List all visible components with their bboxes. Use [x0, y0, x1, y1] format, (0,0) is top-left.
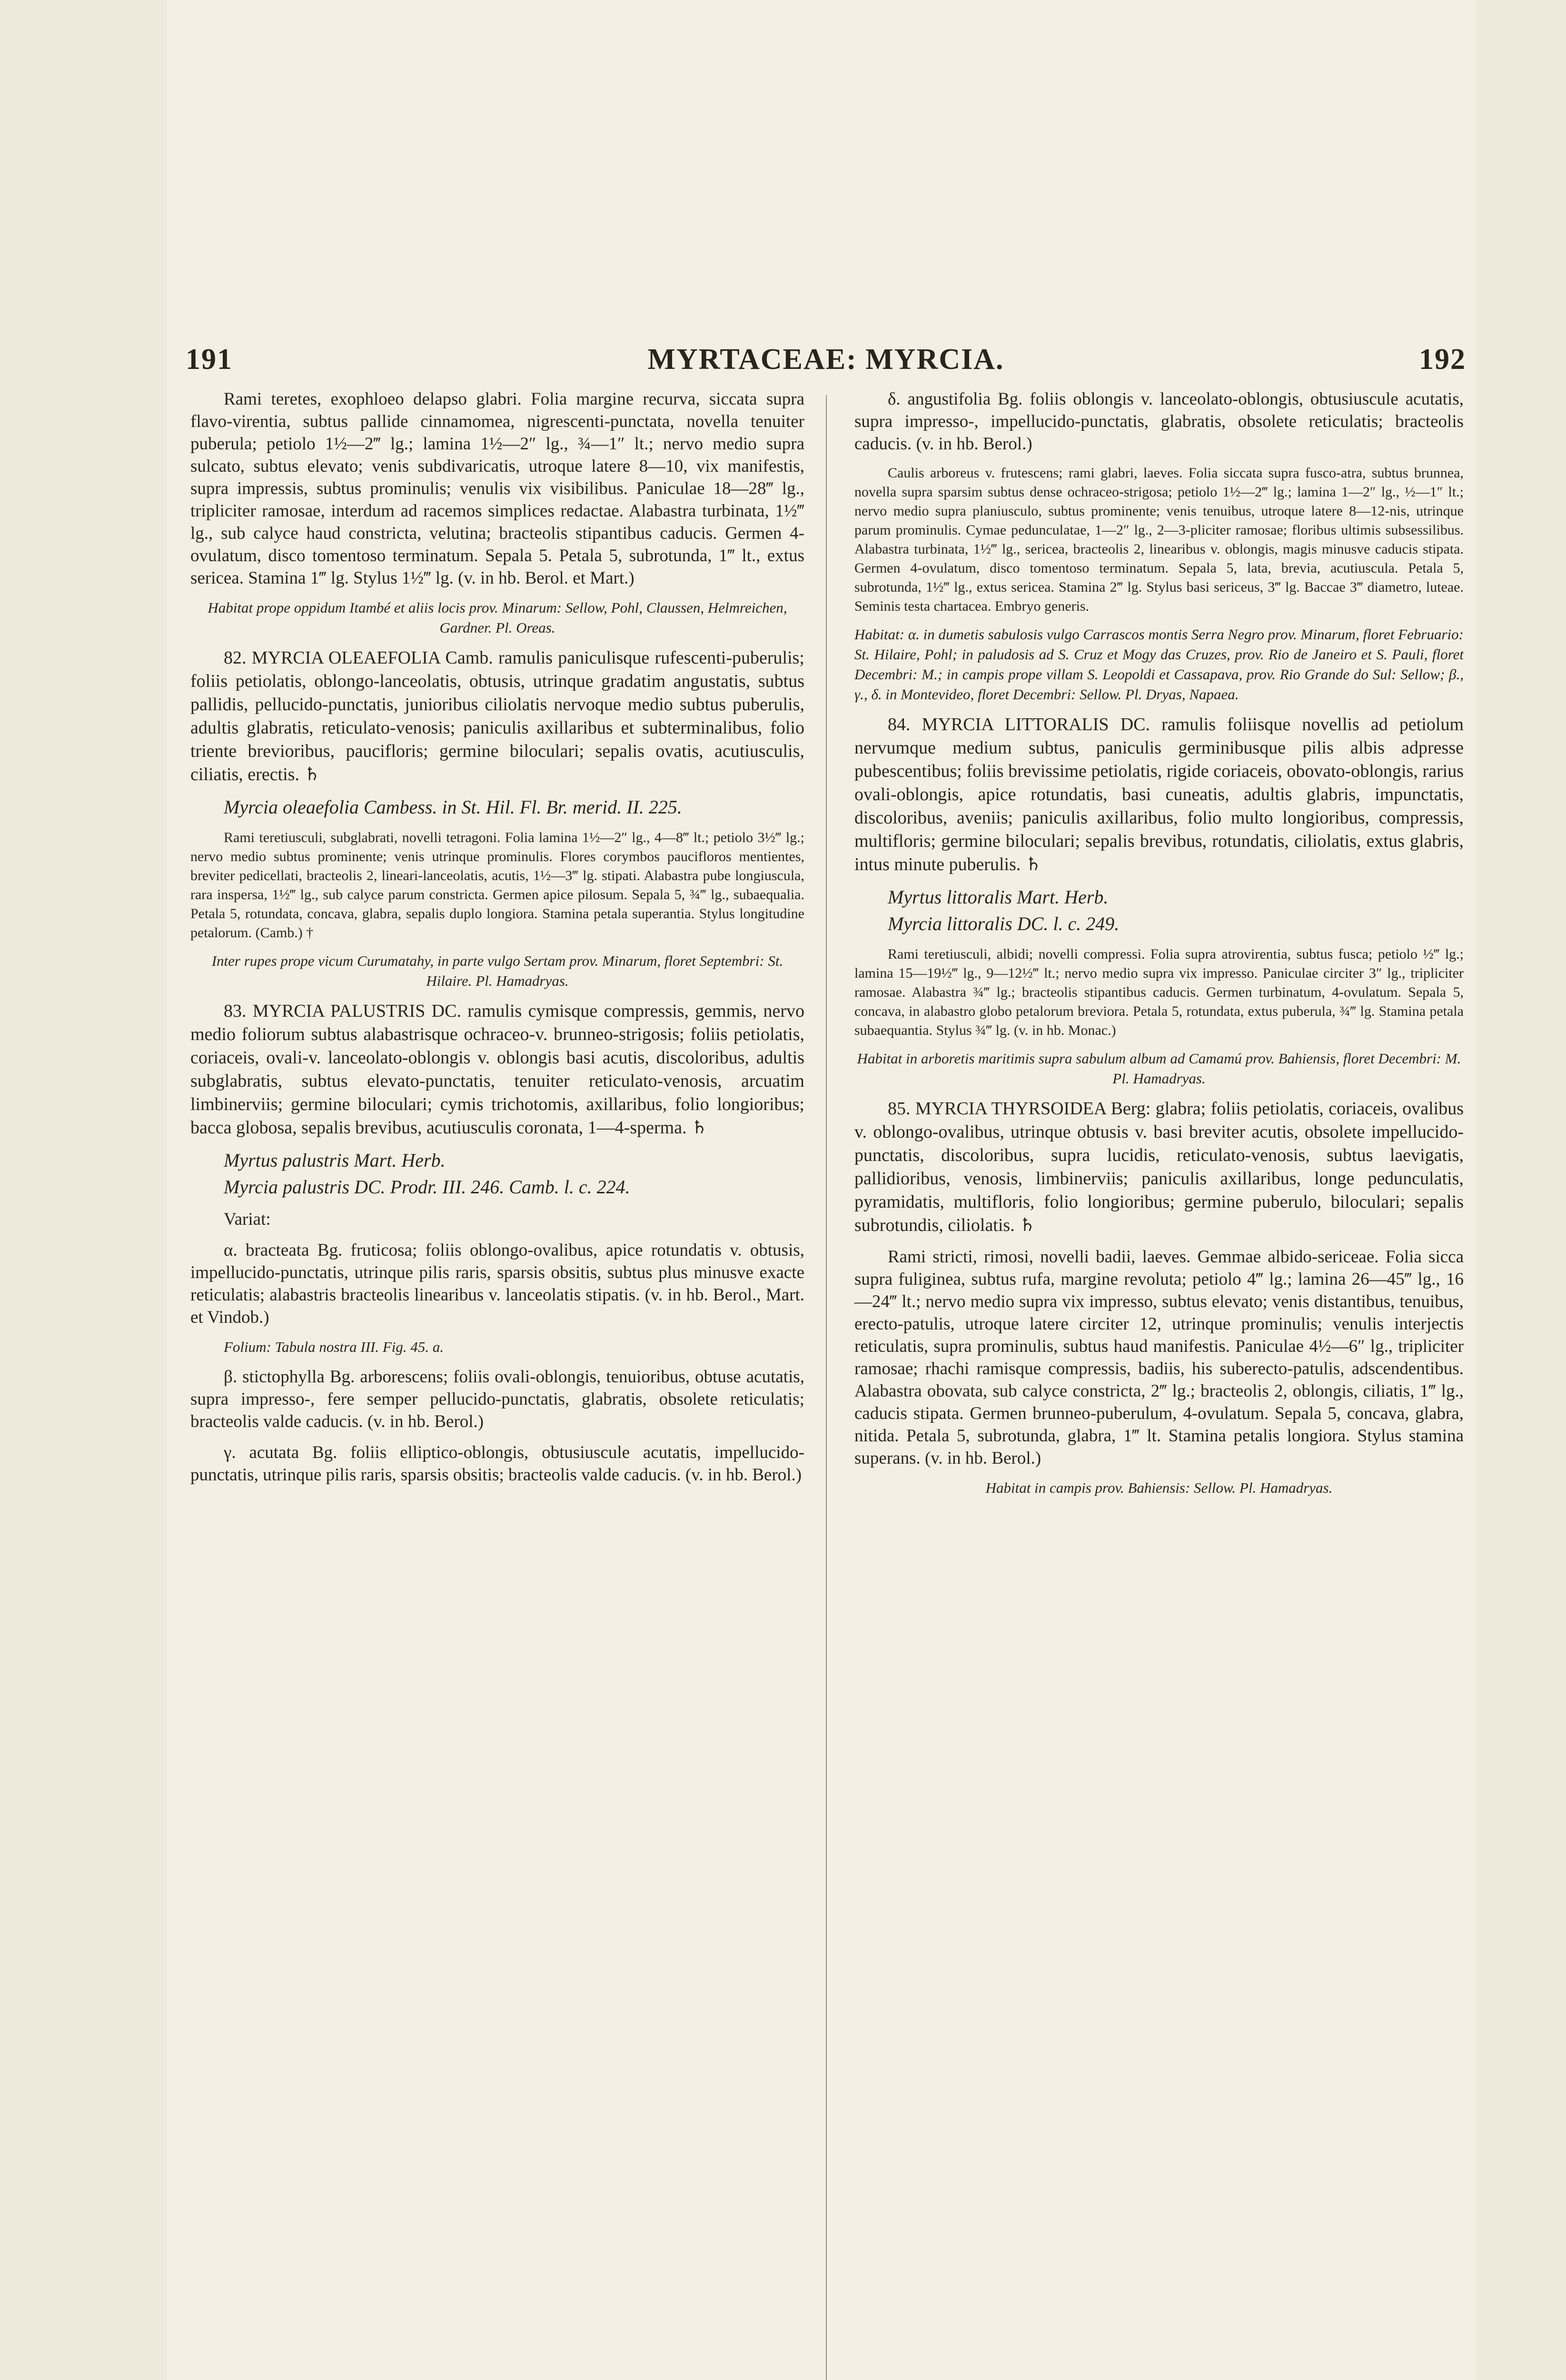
species-83-diagnosis: 83. MYRCIA PALUSTRIS DC. ramulis cymisque compressis, gemmis, nervo medio foliorum subtus alabastrisque ochraceo-v. brunneo-strigosis; foliis petiolatis, coriaceis, ovali-v. lanceolato-oblongis v. oblongis basi acutis, discoloribus, adultis subglabratis, subtus elevato-punctatis, tenuiter reticulato-venosis, arcuatim limbinerviis; germine biloculari; cymis trichotomis, axillaribus, folio longioribus; bacca globosa, sepalis brevibus, acutiusculis coronata, 1—4-sperma. ♄: [190, 1001, 804, 1138]
page-header: [186, 343, 1466, 376]
species-84-habitat: Habitat in arboretis maritimis supra sabulum album ad Camamú prov. Bahiensis, floret Decembri: M. Pl. Hamadryas.: [857, 1050, 1461, 1087]
page-number-right: 192: [1419, 343, 1466, 376]
page-number-left: 191: [186, 343, 233, 376]
species-83-habitat: Habitat: α. in dumetis sabulosis vulgo Carrascos montis Serra Negro prov. Minarum, floret Februario: St. Hilaire, Pohl; in paludosis ad S. Cruz et Mogy das Cruzes, prov. Rio de Janeiro et S. Pauli, floret Decembri: M.; in campis prope villam S. Leopoldi et Cassapava, prov. Rio Grande do Sul: Sellow; β., γ., δ. in Montevideo, floret Decembri: Sellow. Pl. Dryas, Napaea.: [854, 626, 1464, 703]
species-84-synonym-1: Myrtus littoralis Mart. Herb.: [888, 886, 1109, 908]
variety-gamma: γ. acutata Bg. foliis elliptico-oblongis, obtusiuscule acutatis, impellucido-punctatis, utrinque pilis raris, sparsis obsitis; bracteolis valde caducis. (v. in hb. Berol.): [190, 1443, 804, 1485]
variety-delta: δ. angustifolia Bg. foliis oblongis v. lanceolato-oblongis, obtusiuscule acutatis, supra impresso-, impellucido-punctatis, glabratis, obsolete reticulatis; bracteolis caducis. (v. in hb. Berol.): [854, 389, 1464, 454]
running-title: MYRTACEAE: MYRCIA.: [647, 343, 1004, 376]
habitat-81: Habitat prope oppidum Itambé et aliis locis prov. Minarum: Sellow, Pohl, Claussen, Helmreichen, Gardner. Pl. Oreas.: [208, 599, 787, 636]
folium-reference: Folium: Tabula nostra III. Fig. 45. a.: [224, 1339, 444, 1355]
variat-label: Variat:: [224, 1210, 271, 1229]
column-divider: [826, 395, 827, 2380]
description-81: Rami teretes, exophloeo delapso glabri. Folia margine recurva, siccata supra flavo-virentia, subtus pallide cinnamomea, nigrescenti-punctata, novella tenuiter puberula; petiolo 1½—2‴ lg.; lamina 1½—2″ lg., ¾—1″ lt.; nervo medio supra sulcato, subtus elevato; venis subdivaricatis, utroque latere 8—10, vix manifestis, supra impressis, subtus prominulis; venulis vix visibilibus. Paniculae 18—28‴ lg., tripliciter ramosae, interdum ad racemos simplices redactae. Alabastra turbinata, 1½‴ lg., sub calyce haud constricta, velutina; bracteolis stipantibus caducis. Germen 4-ovulatum, disco tomentoso terminatum. Sepala 5. Petala 5, subrotunda, 1‴ lt., extus sericea. Stamina 1‴ lg. Stylus 1½‴ lg. (v. in hb. Berol. et Mart.): [190, 389, 804, 588]
species-85-habitat: Habitat in campis prov. Bahiensis: Sellow. Pl. Hamadryas.: [985, 1479, 1333, 1496]
species-83-description: Caulis arboreus v. frutescens; rami glabri, laeves. Folia siccata supra fusco-atra, subtus brunnea, novella supra sparsim subtus dense ochraceo-strigosa; petiolo 1½—2‴ lg.; lamina 1—2″ lg., ½—1″ lt.; nervo medio supra planiusculo, subtus prominente; venis tenuibus, utroque latere 8—12-nis, utrinque parum prominulis. Cymae pedunculatae, 1—2″ lg., 2—3-pliciter ramosae; floribus ultimis subsessilibus. Alabastra turbinata, 1½‴ lg., sericea, bracteolis 2, linearibus v. oblongis, magis minusve caducis stipata. Germen 4-ovulatum, disco tomentoso terminatum. Sepala 5, lata, brevia, acutiuscula. Petala 5, subrotunda, 1½‴ lg., extus sericea. Stamina 2‴ lg. Stylus basi sericeus, 3‴ lg. Baccae 3‴ diametro, luteae. Seminis testa chartacea. Embryo generis.: [854, 465, 1464, 614]
left-column: [190, 388, 804, 1495]
species-84-diagnosis: 84. MYRCIA LITTORALIS DC. ramulis foliisque novellis ad petiolum nervumque medium subtus, paniculis germinibusque pilis albis adpresse pubescentibus; foliis brevissime petiolatis, rigide coriaceis, obovato-oblongis, rarius ovali-oblongis, apice rotundatis, basi cuneatis, adultis glabris, impunctatis, discoloribus, aveniis; paniculis axillaribus, folio multo longioribus, compressis, multifloris; germine biloculari; sepalis brevibus, rotundatis, ciliolatis, extus glabris, intus minute puberulis. ♄: [854, 714, 1464, 874]
species-83-synonym-1: Myrtus palustris Mart. Herb.: [224, 1150, 446, 1171]
species-84-synonym-2: Myrcia littoralis DC. l. c. 249.: [888, 913, 1120, 934]
species-82-diagnosis: 82. MYRCIA OLEAEFOLIA Camb. ramulis paniculisque rufescenti-puberulis; foliis petiolatis, oblongo-lanceolatis, obtusis, utrinque gradatim angustatis, subtus pallidis, pellucido-punctatis, junioribus ciliolatis nervoque medio subtus puberulis, adultis glabratis, reticulato-venosis; paniculis axillaribus et subterminalibus, folio triente brevioribus, paucifloris; germine biloculari; sepalis ovatis, acutiusculis, ciliatis, erectis. ♄: [190, 648, 804, 784]
right-column: [854, 388, 1464, 1507]
variety-beta: β. stictophylla Bg. arborescens; foliis ovali-oblongis, tenuioribus, obtuse acutatis, supra impresso-, fere semper pellucido-punctatis, glabratis, obsolete reticulatis; bracteolis valde caducis. (v. in hb. Berol.): [190, 1367, 804, 1431]
species-82-description: Rami teretiusculi, subglabrati, novelli tetragoni. Folia lamina 1½—2″ lg., 4—8‴ lt.; petiolo 3½‴ lg.; nervo medio subtus prominente; venis utrinque prominulis. Flores corymbos paucifloros mentientes, breviter pedicellati, bracteolis 2, lineari-lanceolatis, acutis, 1½—3‴ lg. stipati. Alabastra pube longiuscula, rara inspersa, 1½‴ lg., sub calyce parum constricta. Germen apice pilosum. Sepala 5, ¾‴ lg., subaequalia. Petala 5, rotundata, concava, glabra, sepalis duplo longiora. Stamina petala superantia. Stylus longitudine petalorum. (Camb.) †: [190, 830, 804, 941]
species-85-description: Rami stricti, rimosi, novelli badii, laeves. Gemmae albido-sericeae. Folia sicca supra fuliginea, subtus rufa, margine revoluta; petiolo 4‴ lg.; lamina 26—45‴ lg., 16—24‴ lt.; nervo medio supra vix impresso, subtus elevato; venis distantibus, tenuibus, erecto-patulis, utroque latere circiter 12, utrinque prominulis; venulis interjectis reticulatis, supra prominulis, subtus haud manifestis. Paniculae 4½—6″ lg., tripliciter ramosae; rhachi ramisque compressis, badiis, his suberecto-patulis, adscendentibus. Alabastra obovata, sub calyce constricta, 2‴ lg.; bracteolis 2, oblongis, ciliatis, 1‴ lg., caducis stipata. Germen brunneo-puberulum, 4-ovulatum. Sepala 5, concava, glabra, nitida. Petala 5, subrotunda, glabra, 1‴ lt. Stamina petalis longiora. Stylus stamina superans. (v. in hb. Berol.): [854, 1247, 1464, 1468]
species-83-synonym-2: Myrcia palustris DC. Prodr. III. 246. Camb. l. c. 224.: [224, 1176, 630, 1198]
species-82-synonym: Myrcia oleaefolia Cambess. in St. Hil. Fl. Br. merid. II. 225.: [224, 796, 682, 818]
variety-alpha: α. bracteata Bg. fruticosa; foliis oblongo-ovalibus, apice rotundatis v. obtusis, impellucido-punctatis, utrinque pilis raris, sparsis obsitis, subtus plus minusve exacte reticulatis; alabastris bracteolis linearibus v. lanceolatis stipatis. (v. in hb. Berol., Mart. et Vindob.): [190, 1240, 804, 1327]
species-84-description: Rami teretiusculi, albidi; novelli compressi. Folia supra atrovirentia, subtus fusca; petiolo ½‴ lg.; lamina 15—19½‴ lg., 9—12½‴ lt.; nervo medio supra vix impresso. Paniculae circiter 3″ lg., tripliciter ramosae. Alabastra ¾‴ lg.; bracteolis stipantibus caducis. Germen turbinatum, 4-ovulatum. Sepala 5, concava, in alabastro globo petalorum breviora. Petala 5, rotundata, extus puberula, ¾‴ lg. Stamina petala subaequantia. Stylus ¾‴ lg. (v. in hb. Monac.): [854, 946, 1464, 1038]
species-82-habitat: Inter rupes prope vicum Curumatahy, in parte vulgo Sertam prov. Minarum, floret Septembri: St. Hilaire. Pl. Hamadryas.: [211, 952, 783, 989]
species-85-diagnosis: 85. MYRCIA THYRSOIDEA Berg: glabra; foliis petiolatis, coriaceis, ovalibus v. oblongo-ovalibus, utrinque obtusis v. basi breviter acutis, obsolete impellucido-punctatis, discoloribus, supra lucidis, reticulato-venosis, subtus laevigatis, pallidioribus, venosis, limbinerviis; paniculis axillaribus, longe pedunculatis, pyramidatis, multifloris, folio longioribus; germine puberulo, biloculari; sepalis subrotundis, ciliolatis. ♄: [854, 1099, 1464, 1235]
